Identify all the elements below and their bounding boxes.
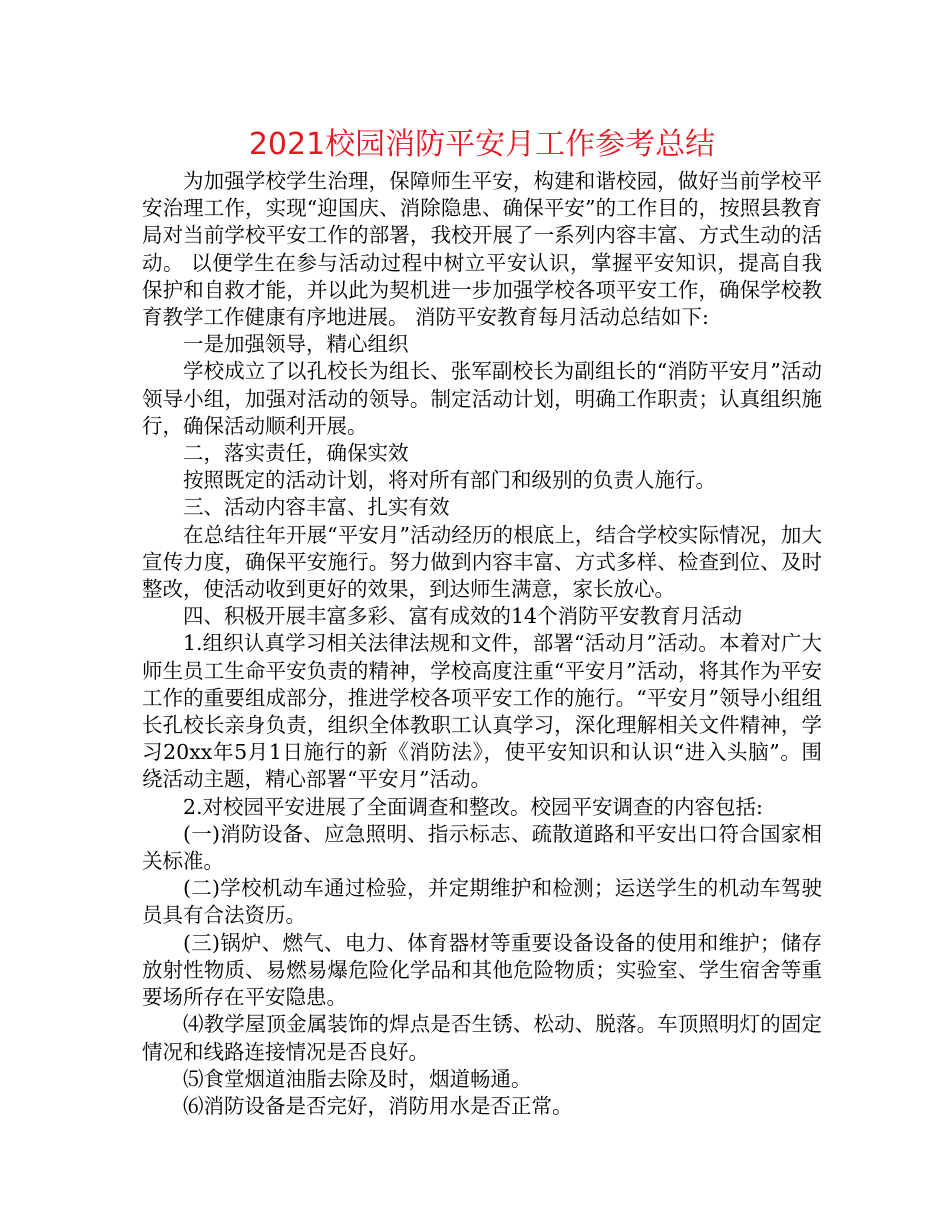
list-item-5: ⑸食堂烟道油脂去除及时，烟道畅通。 — [183, 1066, 532, 1091]
list-item-4: ⑷教学屋顶金属装饰的焊点是否生锈、松动、脱落。车顶照明灯的固定情况和线路连接情况是否良好。 — [142, 1012, 822, 1064]
document-body — [142, 168, 822, 1120]
paragraph-section-3: 在总结往年开展“平安月”活动经历的根底上，结合学校实际情况，加大宣传力度，确保平安施行。努力做到内容丰富、方式多样、检查到位、及时整改，使活动收到更好的效果，到达师生满意，家长放心。 — [142, 522, 822, 602]
heading-section-3: 三、活动内容丰富、扎实有效 — [183, 495, 450, 520]
paragraph-intro: 为加强学校学生治理，保障师生平安，构建和谐校园，做好当前学校平安治理工作，实现“迎国庆、消除隐患、确保平安”的工作目的，按照县教育局对当前学校平安工作的部署，我校开展了一系列内容丰富、方式生动的活动。 以便学生在参与活动过程中树立平安认识，掌握平安知识，提高自我保护和自救才能，并以此为契机进一步加强学校各项平安工作，确保学校教育教学工作健康有序地进展。 消防平安教育每月活动总结如下: — [142, 169, 822, 330]
document-page — [142, 122, 822, 1120]
paragraph-section-2: 按照既定的活动计划，将对所有部门和级别的负责人施行。 — [183, 468, 716, 493]
document-title: 2021校园消防平安月工作参考总结 — [248, 127, 716, 162]
paragraph-item-1: 1.组织认真学习相关法律法规和文件，部署“活动月”活动。本着对广大师生员工生命平安负责的精神，学校高度注重“平安月”活动，将其作为平安工作的重要组成部分，推进学校各项平安工作的施行。“平安月”领导小组组长孔校长亲身负责，组织全体教职工认真学习，深化理解相关文件精神，学习20xx年5月1日施行的新《消防法》，使平安知识和认识“进入头脑”。围绕活动主题，精心部署“平安月”活动。 — [142, 631, 822, 792]
paragraph-section-1: 学校成立了以孔校长为组长、张军副校长为副组长的“消防平安月”活动领导小组，加强对活动的领导。制定活动计划，明确工作职责；认真组织施行，确保活动顺利开展。 — [142, 359, 822, 438]
heading-section-1: 一是加强领导，精心组织 — [183, 332, 409, 357]
list-item-2: (二)学校机动车通过检验，并定期维护和检测；运送学生的机动车驾驶员具有合法资历。 — [142, 876, 822, 928]
heading-section-2: 二，落实责任，确保实效 — [183, 441, 409, 466]
list-item-3: (三)锅炉、燃气、电力、体育器材等重要设备设备的使用和维护；储存放射性物质、易燃易爆危险化学品和其他危险物质；实验室、学生宿舍等重要场所存在平安隐患。 — [142, 930, 822, 1010]
list-item-6: ⑹消防设备是否完好，消防用水是否正常。 — [183, 1093, 573, 1118]
heading-section-4: 四、积极开展丰富多彩、富有成效的14个消防平安教育月活动 — [183, 604, 743, 629]
list-item-1: (一)消防设备、应急照明、指示标志、疏散道路和平安出口符合国家相关标准。 — [142, 821, 822, 874]
paragraph-item-2: 2.对校园平安进展了全面调查和整改。校园平安调查的内容包括: — [183, 794, 763, 819]
